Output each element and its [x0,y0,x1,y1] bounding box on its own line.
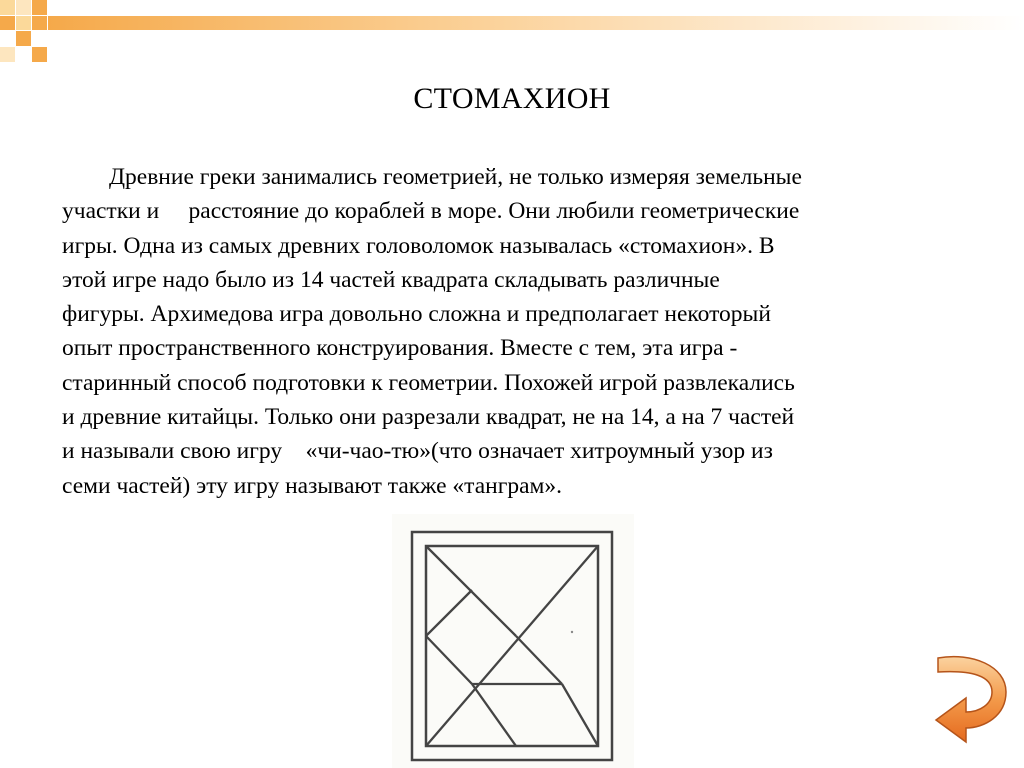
paragraph-line: участки и расстояние до кораблей в море. Они любили геометрические [62,198,800,225]
paragraph-line: и древние китайцы. Только они разрезали квадрат, не на 14, а на 7 частей [62,404,795,431]
curved-return-arrow-icon[interactable] [932,650,1012,750]
paragraph-line: Древние греки занимались геометрией, не только измеряя земельные [62,164,802,190]
paragraph-line: фигуры. Архимедова игра довольно сложна и предполагает некоторый [62,301,771,328]
tangram-square-diagram [392,514,634,768]
paragraph-line: опыт пространственного конструирования. Вместе с тем, эта игра - [62,335,738,362]
paragraph-line: этой игре надо было из 14 частей квадрата складывать различные [62,266,720,293]
paragraph-line: старинный способ подготовки к геометрии. Похожей игрой развлекались [62,369,795,396]
header-decoration [0,0,1024,70]
paragraph-line: семи частей) эту игру называют также «танграм». [62,472,563,499]
paragraph-line: игры. Одна из самых древних головоломок называлась «стомахион». В [62,232,775,259]
slide-title: СТОМАХИОН [413,82,611,115]
slide-body-paragraph [62,160,962,503]
paragraph-line: и называли свою игру «чи-чао-тю»(что означает хитроумный узор из [62,438,773,465]
